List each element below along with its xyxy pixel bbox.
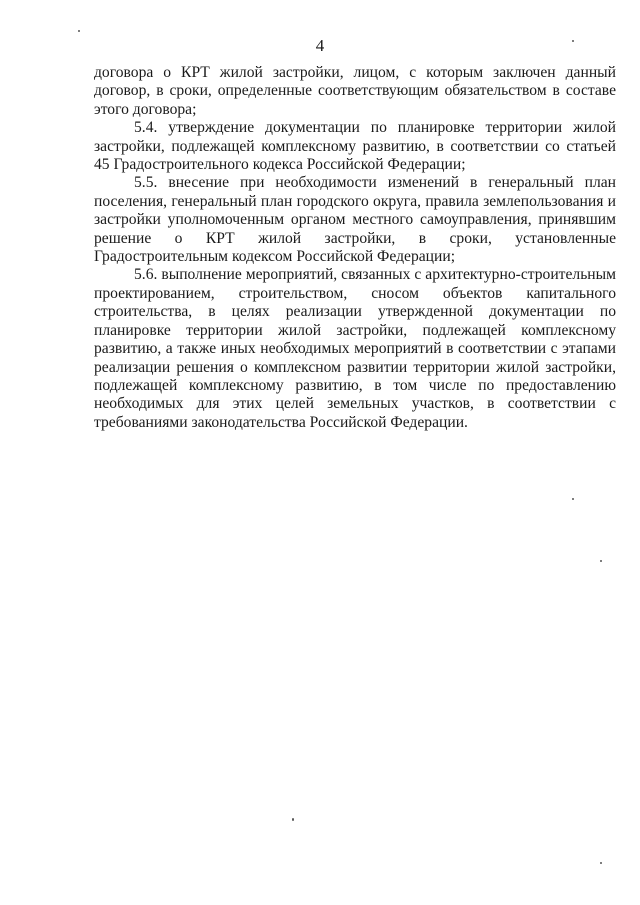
scan-speck [572,498,574,500]
page-number: 4 [315,36,325,55]
paragraph-5-5: 5.5. внесение при необходимости изменений в генеральный план поселения, генеральный план городского округа, правила землепользования и застройки уполномоченным органом местного самоуправления, принявшим решение о КРТ жилой застройки, в сроки, установленные Градостроительным кодексом Российской Федерации; [94,174,616,266]
document-body [94,64,616,432]
paragraph-5-4: 5.4. утверждение документации по планировке территории жилой застройки, подлежащей комплексному развитию, в соответствии со статьей 45 Градостроительного кодекса Российской Федерации; [94,119,616,174]
scan-speck [78,30,80,32]
paragraph-continuation: договора о КРТ жилой застройки, лицом, с которым заключен данный договор, в сроки, определенные соответствующим обязательством в составе этого договора; [94,64,616,118]
scan-speck [292,818,294,821]
scan-speck [600,862,602,864]
scan-speck [572,40,574,42]
scan-speck [600,560,602,562]
paragraph-5-6: 5.6. выполнение мероприятий, связанных с архитектурно-строительным проектированием, строительством, сносом объектов капитального строительства, в целях реализации утвержденной документации по планировке территории жилой застройки, подлежащей комплексному развитию, а также иных необходимых мероприятий в соответствии с этапами реализации решения о комплексном развитии территории жилой застройки, подлежащей комплексному развитию, в том числе по предоставлению необходимых для этих целей земельных участков, в соответствии с требованиями законодательства Российской Федерации. [94,266,616,431]
